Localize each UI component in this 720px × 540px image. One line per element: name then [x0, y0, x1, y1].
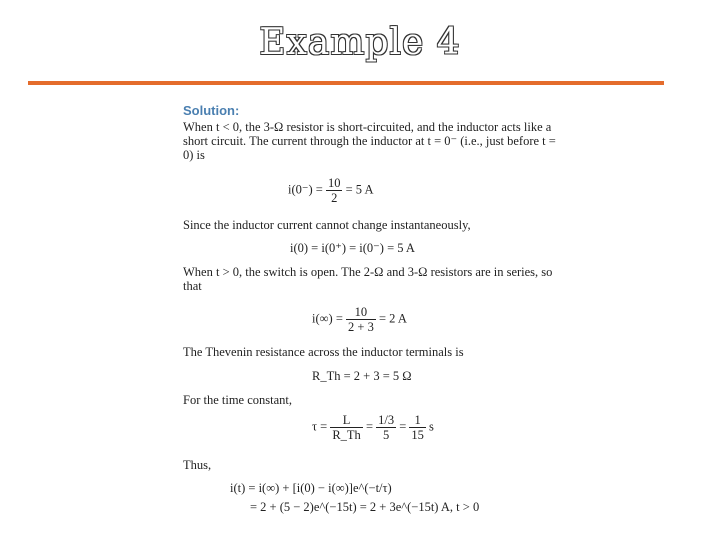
paragraph-5: For the time constant,	[183, 393, 293, 407]
eq3-lhs: i(∞) =	[312, 311, 343, 326]
slide-title: Example 4	[259, 22, 461, 63]
equation-3	[312, 305, 407, 334]
equation-5	[312, 413, 434, 442]
eq1-rhs: = 5 A	[345, 182, 374, 197]
eq3-rhs: = 2 A	[378, 311, 407, 326]
paragraph-1: When t < 0, the 3-Ω resistor is short-circuited, and the inductor acts like a short circuit. The current through the inductor at t = 0⁻ (i.e., just before t = 0) is	[183, 120, 556, 162]
solution-heading: Solution:	[183, 103, 240, 118]
eq1-lhs: i(0⁻) =	[288, 182, 323, 197]
eq5-fraction-1	[330, 413, 362, 442]
equation-6-line-1: i(t) = i(∞) + [i(0) − i(∞)]e^(−t/τ)	[230, 481, 392, 495]
title-divider	[28, 81, 664, 85]
eq5-lhs: τ =	[312, 419, 328, 434]
paragraph-6: Thus,	[183, 458, 212, 472]
eq5-fraction-3	[409, 413, 426, 442]
eq5-num1: L	[330, 413, 362, 428]
paragraph-4: The Thevenin resistance across the inductor terminals is	[183, 345, 464, 359]
eq1-den: 2	[331, 191, 338, 205]
paragraph-2: Since the inductor current cannot change instantaneously,	[183, 218, 471, 232]
eq5-equals-1: =	[365, 419, 373, 434]
eq5-num3: 1	[409, 413, 426, 428]
paragraph-3: When t > 0, the switch is open. The 2-Ω and 3-Ω resistors are in series, so that	[183, 265, 553, 293]
eq5-den3: 15	[411, 428, 424, 442]
eq5-fraction-2	[376, 413, 396, 442]
eq5-den2: 5	[382, 428, 390, 442]
eq5-den1: R_Th	[332, 428, 361, 442]
eq5-num2: 1/3	[378, 413, 395, 427]
equation-2: i(0) = i(0⁺) = i(0⁻) = 5 A	[290, 241, 415, 255]
equation-4: R_Th = 2 + 3 = 5 Ω	[312, 369, 412, 383]
equation-1	[288, 176, 373, 205]
solution-document	[183, 104, 563, 162]
eq3-den: 2 + 3	[348, 320, 374, 334]
eq3-fraction	[346, 305, 376, 334]
equation-6-line-2: = 2 + (5 − 2)e^(−15t) = 2 + 3e^(−15t) A, t > 0	[250, 500, 480, 514]
eq1-num: 10	[327, 176, 341, 190]
eq3-num: 10	[346, 305, 376, 320]
eq1-fraction	[326, 176, 343, 205]
eq5-unit: s	[429, 419, 434, 434]
eq5-equals-2: =	[399, 419, 407, 434]
